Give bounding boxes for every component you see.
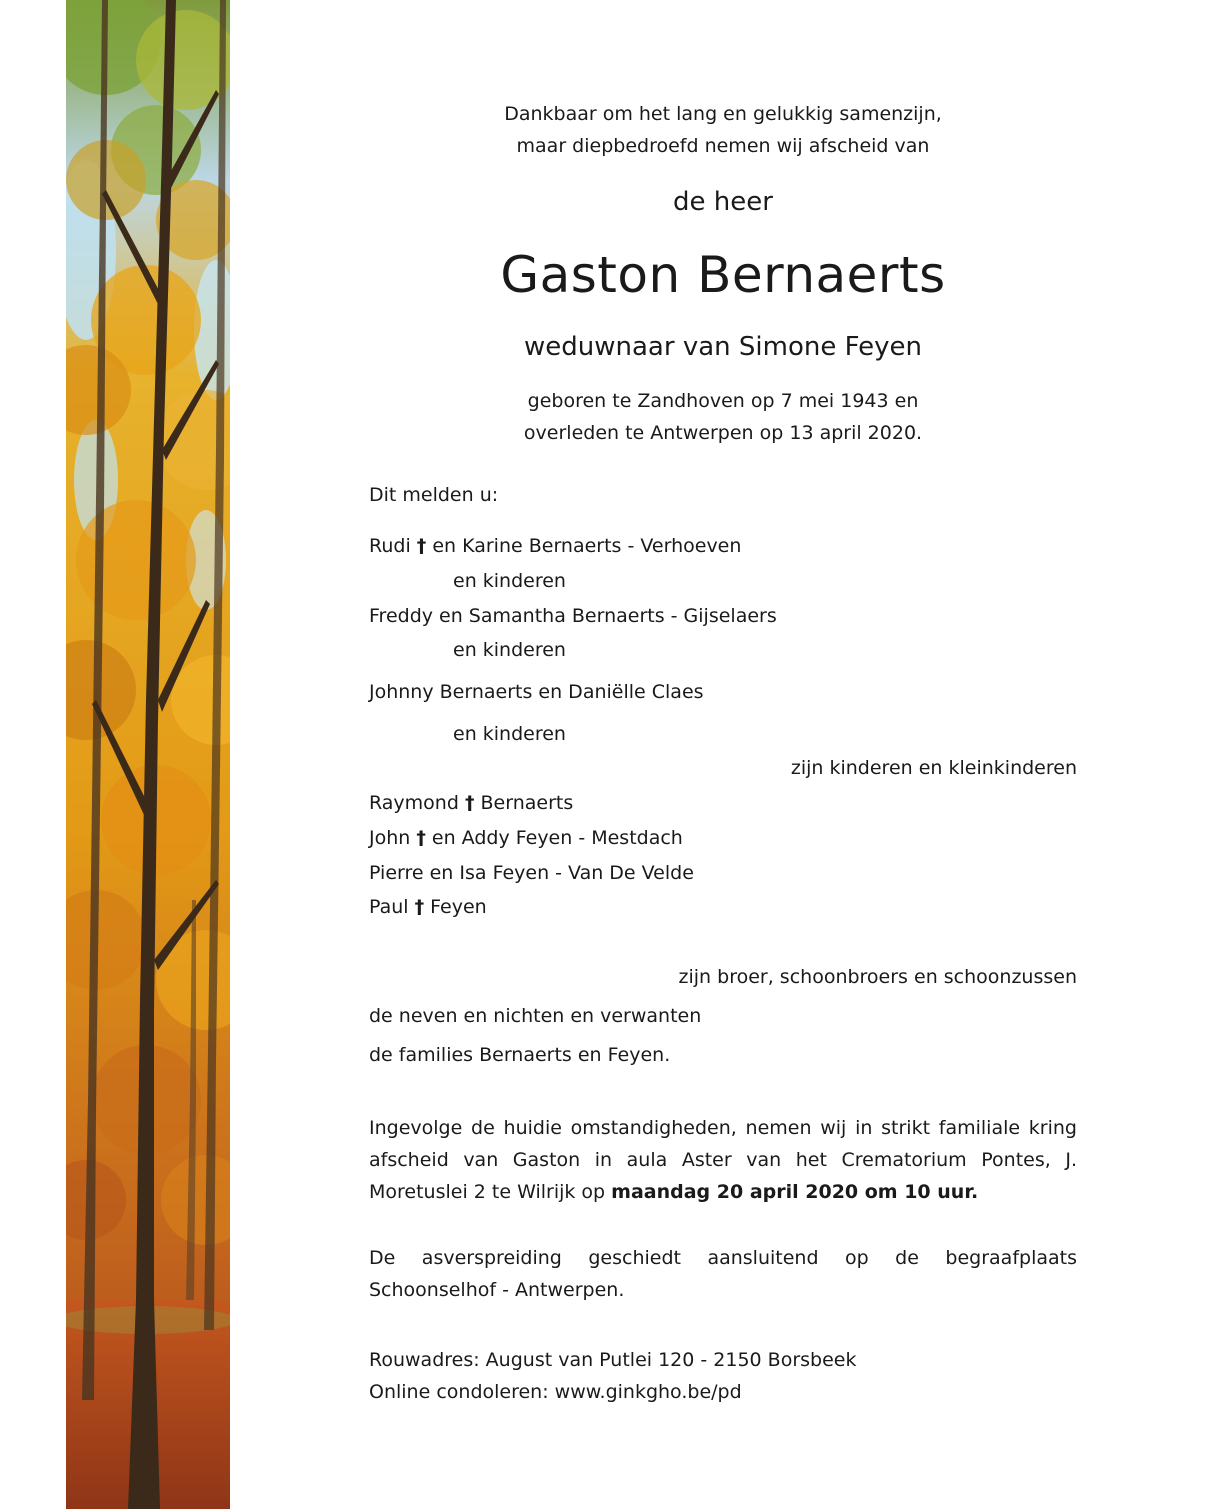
intro-text <box>323 98 1123 162</box>
child-1-name: Rudi <box>369 535 411 557</box>
intro-line-1: Dankbaar om het lang en gelukkig samenzijn, <box>504 103 942 125</box>
sibling-1-rest: Bernaerts <box>474 792 574 814</box>
child-line-2: Freddy en Samantha Bernaerts - Gijselaers <box>369 605 777 627</box>
autumn-forest-image <box>66 0 230 1509</box>
child-3-kids: en kinderen <box>453 723 566 745</box>
ceremony-datetime: maandag 20 april 2020 om 10 uur. <box>611 1181 979 1203</box>
scattering-paragraph: De asverspreiding geschiedt aansluitend op de begraafplaats Schoonselhof - Antwerpen. <box>369 1247 1077 1301</box>
sibling-line-3: Pierre en Isa Feyen - Van De Velde <box>369 862 694 884</box>
title-prefix: de heer <box>673 187 773 217</box>
life-dates <box>323 385 1123 449</box>
cross-icon: † <box>416 827 426 849</box>
announced-by: Dit melden u: <box>369 484 499 506</box>
cross-icon: † <box>416 535 427 557</box>
ceremony-text: Ingevolge de huidie omstandigheden, nemen wij in strikt familiale kring afscheid van Gaston in aula Aster van het Crematorium Pontes, J. Moretuslei 2 te Wilrijk op <box>369 1117 1077 1203</box>
sibling-line-1 <box>369 792 573 814</box>
sibling-line-2 <box>369 827 683 849</box>
cross-icon: † <box>414 896 425 918</box>
cross-icon: † <box>464 792 475 814</box>
ceremony-paragraph <box>369 1112 1077 1208</box>
deceased-name: Gaston Bernaerts <box>500 246 946 304</box>
mourning-address: Rouwadres: August van Putlei 120 - 2150 Borsbeek <box>369 1349 857 1371</box>
contact-block <box>369 1344 857 1408</box>
child-1-kids: en kinderen <box>453 570 566 592</box>
child-1-rest: en Karine Bernaerts - Verhoeven <box>426 535 742 557</box>
birth-line: geboren te Zandhoven op 7 mei 1943 en <box>527 390 919 412</box>
child-2-kids: en kinderen <box>453 639 566 661</box>
sibling-2-rest: en Addy Feyen - Mestdach <box>425 827 683 849</box>
child-line-1 <box>369 535 741 557</box>
relatives-line-2: de families Bernaerts en Feyen. <box>369 1044 671 1066</box>
sibling-1-name: Raymond <box>369 792 459 814</box>
sibling-4-name: Paul <box>369 896 409 918</box>
children-label: zijn kinderen en kleinkinderen <box>790 757 1077 779</box>
spouse-line: weduwnaar van Simone Feyen <box>524 332 922 362</box>
child-line-3: Johnny Bernaerts en Daniëlle Claes <box>369 681 704 703</box>
sibling-4-rest: Feyen <box>424 896 487 918</box>
siblings-label: zijn broer, schoonbroers en schoonzussen <box>678 966 1077 988</box>
relatives-line-1: de neven en nichten en verwanten <box>369 1005 702 1027</box>
online-condolences: Online condoleren: www.ginkgho.be/pd <box>369 1381 742 1403</box>
sibling-line-4 <box>369 896 487 918</box>
sibling-2-name: John <box>369 827 411 849</box>
death-line: overleden te Antwerpen op 13 april 2020. <box>523 422 923 444</box>
intro-line-2: maar diepbedroefd nemen wij afscheid van <box>516 135 930 157</box>
